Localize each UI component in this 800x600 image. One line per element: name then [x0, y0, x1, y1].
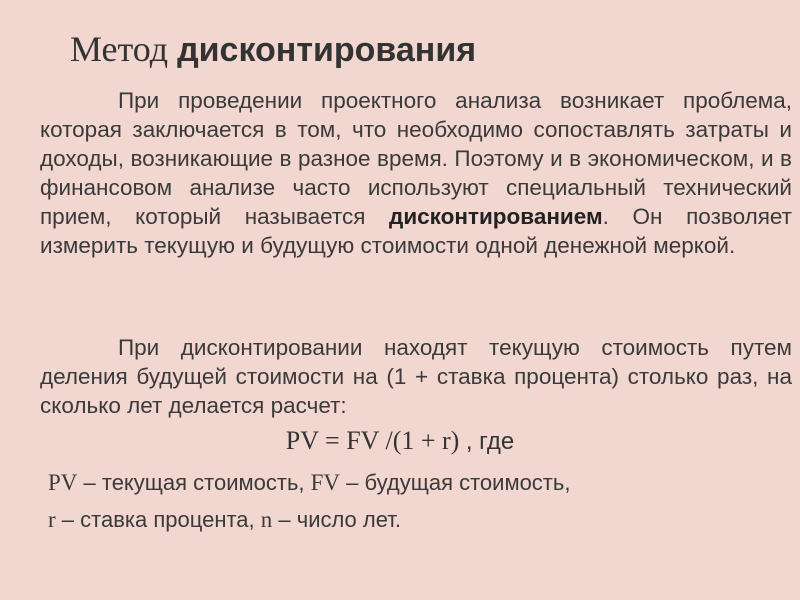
paragraph-intro: [40, 86, 792, 260]
paragraph-intro-text-end: . Он позволяет измерить текущую и будущую стоимости одной денежной меркой.: [40, 204, 792, 258]
title-normal: Метод: [70, 29, 178, 69]
definition-line-1: [48, 470, 570, 496]
definition-n-symbol: n: [260, 507, 273, 532]
title-bold: дисконтирования: [177, 31, 477, 69]
definition-n-text: – число лет.: [272, 507, 401, 532]
slide-title: [70, 28, 476, 70]
definition-fv-symbol: FV: [310, 470, 341, 495]
paragraph-intro-term: дисконтированием: [389, 204, 603, 229]
paragraph-method: [40, 333, 792, 420]
definition-fv-text: – будущая стоимость,: [340, 470, 571, 495]
formula: [0, 426, 800, 456]
paragraph-method-text: При дисконтировании находят текущую стоимость путем деления будущей стоимости на (1 + ставка процента) столько раз, на сколько лет делается расчет:: [40, 335, 792, 418]
formula-suffix: , где: [465, 428, 515, 455]
definition-r-text: – ставка процента,: [55, 507, 261, 532]
definition-pv-text: – текущая стоимость,: [77, 470, 311, 495]
definition-line-2: [48, 507, 401, 533]
definition-r-symbol: r: [48, 507, 56, 532]
formula-expression: PV = FV /(1 + r): [285, 426, 466, 455]
definition-pv-symbol: PV: [48, 470, 78, 495]
paragraph-intro-text: При проведении проектного анализа возникает проблема, которая заключается в том, что необходимо сопоставлять затраты и доходы, возникающие в разное время. Поэтому и в экономическом, и в финансовом анализе часто используют специальный технический прием, который называется: [40, 88, 792, 229]
